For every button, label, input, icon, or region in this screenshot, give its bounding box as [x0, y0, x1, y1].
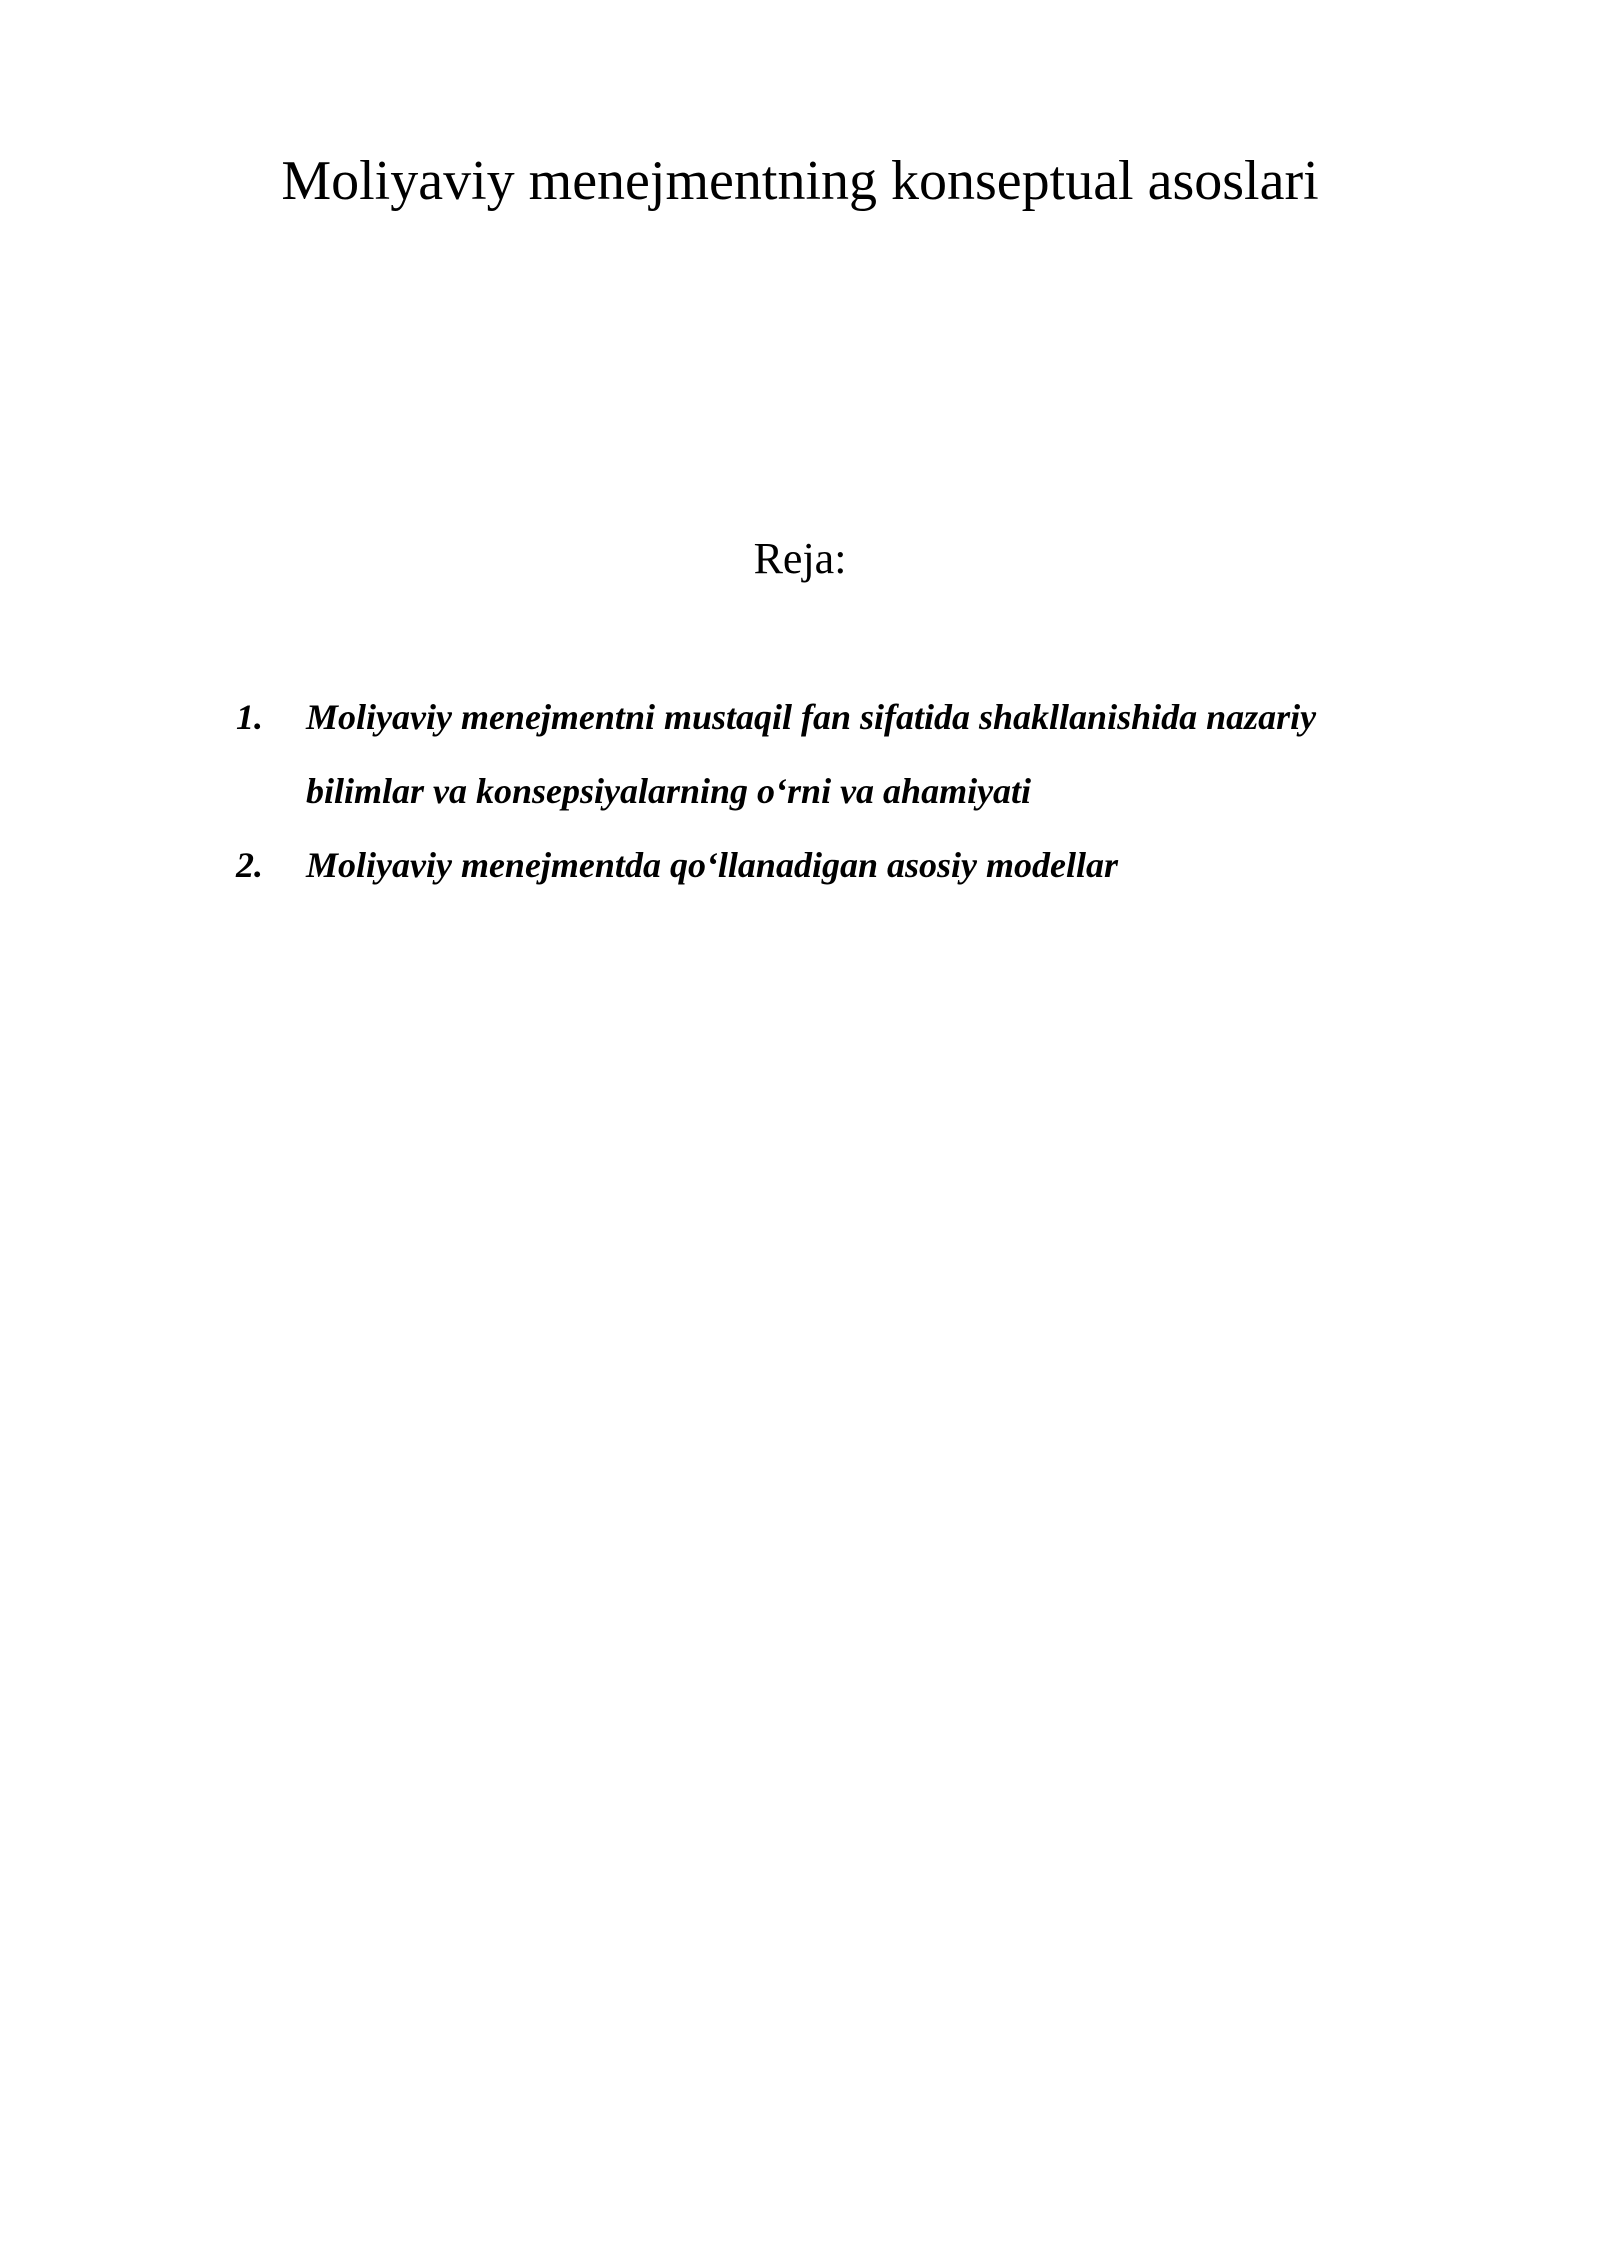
plan-item-1 — [236, 680, 1436, 828]
plan-item-2 — [236, 828, 1436, 902]
plan-item-text: Moliyaviy menejmentda qo‘llanadigan asosiy modellar — [306, 845, 1118, 885]
plan-item-text: Moliyaviy menejmentni mustaqil fan sifatida shakllanishida nazariy bilimlar va konsepsiyalarning o‘rni va ahamiyati — [306, 697, 1317, 811]
plan-list — [236, 680, 1436, 902]
plan-item-number: 2. — [236, 845, 263, 885]
document-title: Moliyaviy menejmentning konseptual asoslari — [281, 150, 1319, 212]
plan-heading: Reja: — [753, 534, 847, 583]
plan-item-number: 1. — [236, 697, 263, 737]
